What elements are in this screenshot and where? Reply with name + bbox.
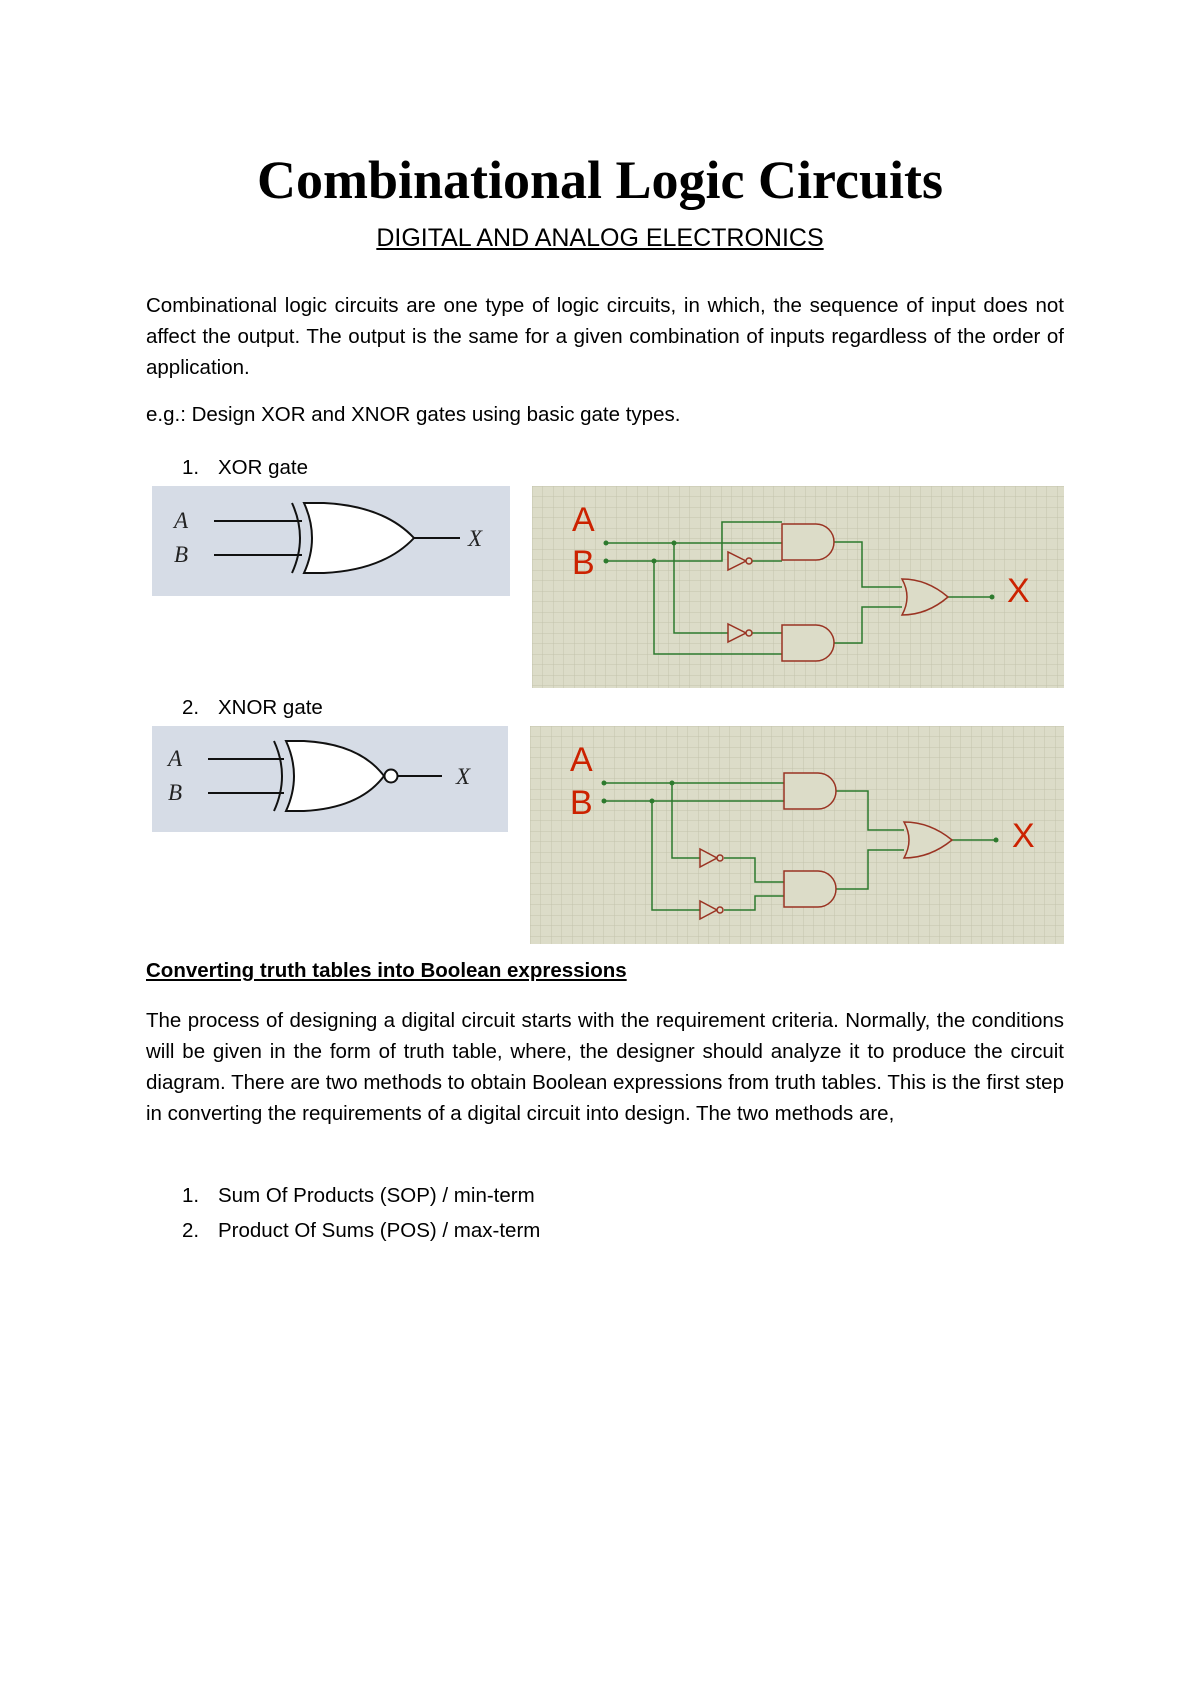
circuit-input-b-label: B xyxy=(572,544,595,582)
section-paragraph: The process of designing a digital circuit starts with the requirement criteria. Normally, the conditions will be given in the form of truth table, where, the designer should analyze it to produce the circuit diagram. There are two methods to obtain Boolean expressions from truth tables. This is the first step in converting the requirements of a digital circuit into design. The two methods are, xyxy=(146,1009,1064,1125)
circuit-input-a-label: A xyxy=(572,501,595,539)
circuit-output-label: X xyxy=(1007,572,1030,610)
example-line: e.g.: Design XOR and XNOR gates using basic gate types. xyxy=(146,403,681,426)
xnor-gate-symbol xyxy=(152,726,508,832)
circuit-output-label: X xyxy=(1012,817,1035,855)
page-subtitle: DIGITAL AND ANALOG ELECTRONICS xyxy=(376,224,824,252)
intro-paragraph: Combinational logic circuits are one type of logic circuits, in which, the sequence of input does not affect the output. The output is the same for a given combination of inputs regardless of the order of application. xyxy=(146,294,1064,379)
symbol-input-a-label: A xyxy=(174,508,189,533)
circuit-input-a-label: A xyxy=(570,741,593,779)
list-label: Sum Of Products (SOP) / min-term xyxy=(218,1184,535,1207)
symbol-input-a-label: A xyxy=(168,746,183,771)
symbol-input-b-label: B xyxy=(168,780,183,805)
gate-list-item-xnor xyxy=(182,692,323,723)
list-label: XOR gate xyxy=(218,456,309,479)
xor-gate-circuit xyxy=(532,486,1064,688)
list-label: XNOR gate xyxy=(218,696,323,719)
gate-list-item-xor xyxy=(182,452,308,483)
method-list-item-pos xyxy=(182,1215,540,1246)
list-number: 1. xyxy=(182,456,200,479)
list-label: Product Of Sums (POS) / max-term xyxy=(218,1219,541,1242)
method-list-item-sop xyxy=(182,1180,535,1211)
xnor-gate-circuit xyxy=(530,726,1064,944)
page-title: Combinational Logic Circuits xyxy=(256,150,944,210)
symbol-input-b-label: B xyxy=(174,542,189,567)
list-number: 2. xyxy=(182,1219,200,1242)
list-number: 1. xyxy=(182,1184,200,1207)
section-heading: Converting truth tables into Boolean expressions xyxy=(146,959,627,982)
symbol-output-label: X xyxy=(468,526,483,551)
circuit-input-b-label: B xyxy=(570,784,593,822)
xor-gate-symbol xyxy=(152,486,510,596)
symbol-output-label: X xyxy=(456,764,471,789)
list-number: 2. xyxy=(182,696,200,719)
